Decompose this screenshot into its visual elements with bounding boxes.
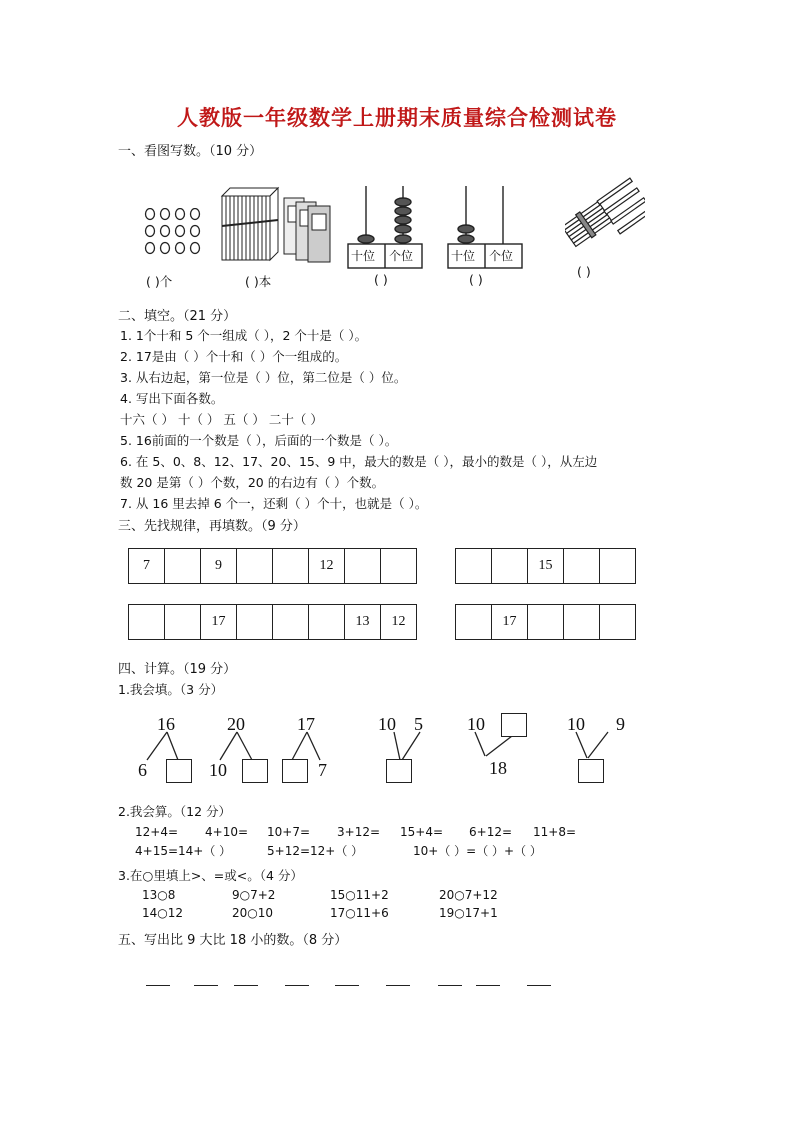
fill-line-2: 2. 17是由（ ）个十和（ ）个一组成的。 [120, 349, 348, 364]
pattern-strip-1 [128, 548, 417, 584]
pattern-cell[interactable] [600, 605, 635, 639]
books-figure [218, 186, 338, 266]
tree-5-bottom: 18 [489, 758, 507, 778]
caption-abacus-1: ( ) [374, 272, 388, 287]
calc-item: 12+4= [135, 825, 179, 839]
tree-3-top: 17 [297, 714, 315, 734]
calc-sub-1: 1.我会填。（3 分） [118, 682, 224, 697]
pattern-cell[interactable] [456, 605, 492, 639]
pattern-cell[interactable] [528, 605, 564, 639]
calc-item: 5+12=12+（ ） [267, 844, 364, 858]
calc-sub-2: 2.我会算。（12 分） [118, 804, 232, 819]
tree-2-top: 20 [227, 714, 245, 734]
circles-figure [143, 208, 207, 256]
calc-sub-3: 3.在○里填上>、=或<。（4 分） [118, 868, 303, 883]
fill-line-4: 4. 写出下面各数。 [120, 391, 224, 406]
pattern-strip-2 [455, 548, 636, 584]
calc-item: 3+12= [337, 825, 381, 839]
calc-item: 15+4= [400, 825, 444, 839]
calc-item: 4+15=14+（ ） [135, 844, 232, 858]
section-1-heading: 一、看图写数。（10 分） [118, 144, 263, 159]
tree-4-top-left: 10 [378, 714, 396, 734]
caption-sticks: ( ) [577, 264, 591, 279]
calc-item: 4+10= [205, 825, 249, 839]
tree-6-top-right: 9 [616, 714, 625, 734]
fill-line-6: 6. 在 5、0、8、12、17、20、15、9 中，最大的数是（ ），最小的数是（ ），从左边 [120, 454, 598, 469]
fill-line-4-items: 十六（ ） 十（ ） 五（ ） 二十（ ） [120, 412, 323, 427]
pattern-strip-4 [455, 604, 636, 640]
pattern-cell[interactable]: 17 [201, 605, 237, 639]
section-2-heading: 二、填空。（21 分） [118, 309, 237, 324]
tree-4-answer-box[interactable] [386, 759, 412, 783]
pattern-cell[interactable] [381, 549, 416, 583]
pattern-cell[interactable] [273, 605, 309, 639]
compare-item: 19○17+1 [439, 906, 498, 920]
pattern-cell[interactable]: 15 [528, 549, 564, 583]
fill-line-1: 1. 1个十和 5 个一组成（ ），2 个十是（ ）。 [120, 328, 368, 343]
page-title: 人教版一年级数学上册期末质量综合检测试卷 [177, 106, 617, 130]
abacus-2-ones-label: 个位 [489, 249, 514, 263]
pattern-cell[interactable] [237, 549, 273, 583]
fill-line-7: 7. 从 16 里去掉 6 个一，还剩（ ）个十，也就是（ ）。 [120, 496, 428, 511]
tree-1-answer-box[interactable] [166, 759, 192, 783]
tree-6-top-left: 10 [567, 714, 585, 734]
pattern-cell[interactable] [237, 605, 273, 639]
pattern-cell[interactable] [492, 549, 528, 583]
pattern-cell[interactable] [456, 549, 492, 583]
sticks-figure [565, 176, 645, 252]
compare-item: 13○8 [142, 888, 176, 902]
fill-line-5: 5. 16前面的一个数是（ ），后面的一个数是（ ）。 [120, 433, 398, 448]
answer-blank[interactable] [335, 985, 359, 986]
pattern-cell[interactable] [165, 549, 201, 583]
tree-2-answer-box[interactable] [242, 759, 268, 783]
tree-1-top: 16 [157, 714, 175, 734]
tree-3-answer-box[interactable] [282, 759, 308, 783]
section-5-heading: 五、写出比 9 大比 18 小的数。（8 分） [118, 933, 348, 948]
abacus-2-tens-label: 十位 [451, 249, 476, 263]
fill-line-3: 3. 从右边起，第一位是（ ）位，第二位是（ ）位。 [120, 370, 407, 385]
pattern-cell[interactable] [600, 549, 635, 583]
pattern-cell[interactable] [165, 605, 201, 639]
calc-item: 11+8= [533, 825, 577, 839]
compare-item: 20○10 [232, 906, 274, 920]
abacus-1-ones-label: 个位 [389, 249, 414, 263]
pattern-cell[interactable] [309, 605, 345, 639]
pattern-cell[interactable]: 9 [201, 549, 237, 583]
section-3-heading: 三、先找规律，再填数。（9 分） [118, 519, 306, 534]
caption-books: ( )本 [245, 274, 272, 289]
calc-item: 10+7= [267, 825, 311, 839]
pattern-cell[interactable]: 7 [129, 549, 165, 583]
calc-item: 6+12= [469, 825, 513, 839]
answer-blank[interactable] [146, 985, 170, 986]
pattern-strip-3 [128, 604, 417, 640]
compare-item: 15○11+2 [330, 888, 389, 902]
fill-line-6-cont: 数 20 是第（ ）个数，20 的右边有（ ）个数。 [120, 475, 385, 490]
compare-item: 14○12 [142, 906, 184, 920]
tree-6-answer-box[interactable] [578, 759, 604, 783]
calc-item: 10+（ ）=（ ）+（ ） [413, 844, 542, 858]
compare-item: 20○7+12 [439, 888, 498, 902]
pattern-cell[interactable] [564, 605, 600, 639]
answer-blank[interactable] [476, 985, 500, 986]
answer-blank[interactable] [285, 985, 309, 986]
pattern-cell[interactable]: 12 [309, 549, 345, 583]
caption-abacus-2: ( ) [469, 272, 483, 287]
pattern-cell[interactable]: 12 [391, 614, 406, 629]
caption-circles: ( )个 [146, 274, 173, 289]
compare-item: 9○7+2 [232, 888, 276, 902]
compare-item: 17○11+6 [330, 906, 389, 920]
pattern-cell[interactable] [273, 549, 309, 583]
tree-3-right: 7 [318, 760, 327, 780]
tree-4-top-right: 5 [414, 714, 423, 734]
pattern-cell[interactable]: 17 [492, 605, 528, 639]
tree-5-top-left: 10 [467, 714, 485, 734]
answer-blank[interactable] [438, 985, 462, 986]
pattern-cell[interactable]: 13 [345, 605, 381, 639]
section-4-heading: 四、计算。（19 分） [118, 662, 237, 677]
pattern-cell[interactable] [345, 549, 381, 583]
abacus-1-tens-label: 十位 [351, 249, 376, 263]
tree-1-left: 6 [138, 760, 147, 780]
answer-blank[interactable] [386, 985, 410, 986]
answer-blank[interactable] [234, 985, 258, 986]
answer-blank[interactable] [194, 985, 218, 986]
answer-blank[interactable] [527, 985, 551, 986]
tree-2-left: 10 [209, 760, 227, 780]
pattern-cell[interactable] [129, 605, 165, 639]
tree-5-answer-box[interactable] [501, 713, 527, 737]
pattern-cell[interactable] [564, 549, 600, 583]
